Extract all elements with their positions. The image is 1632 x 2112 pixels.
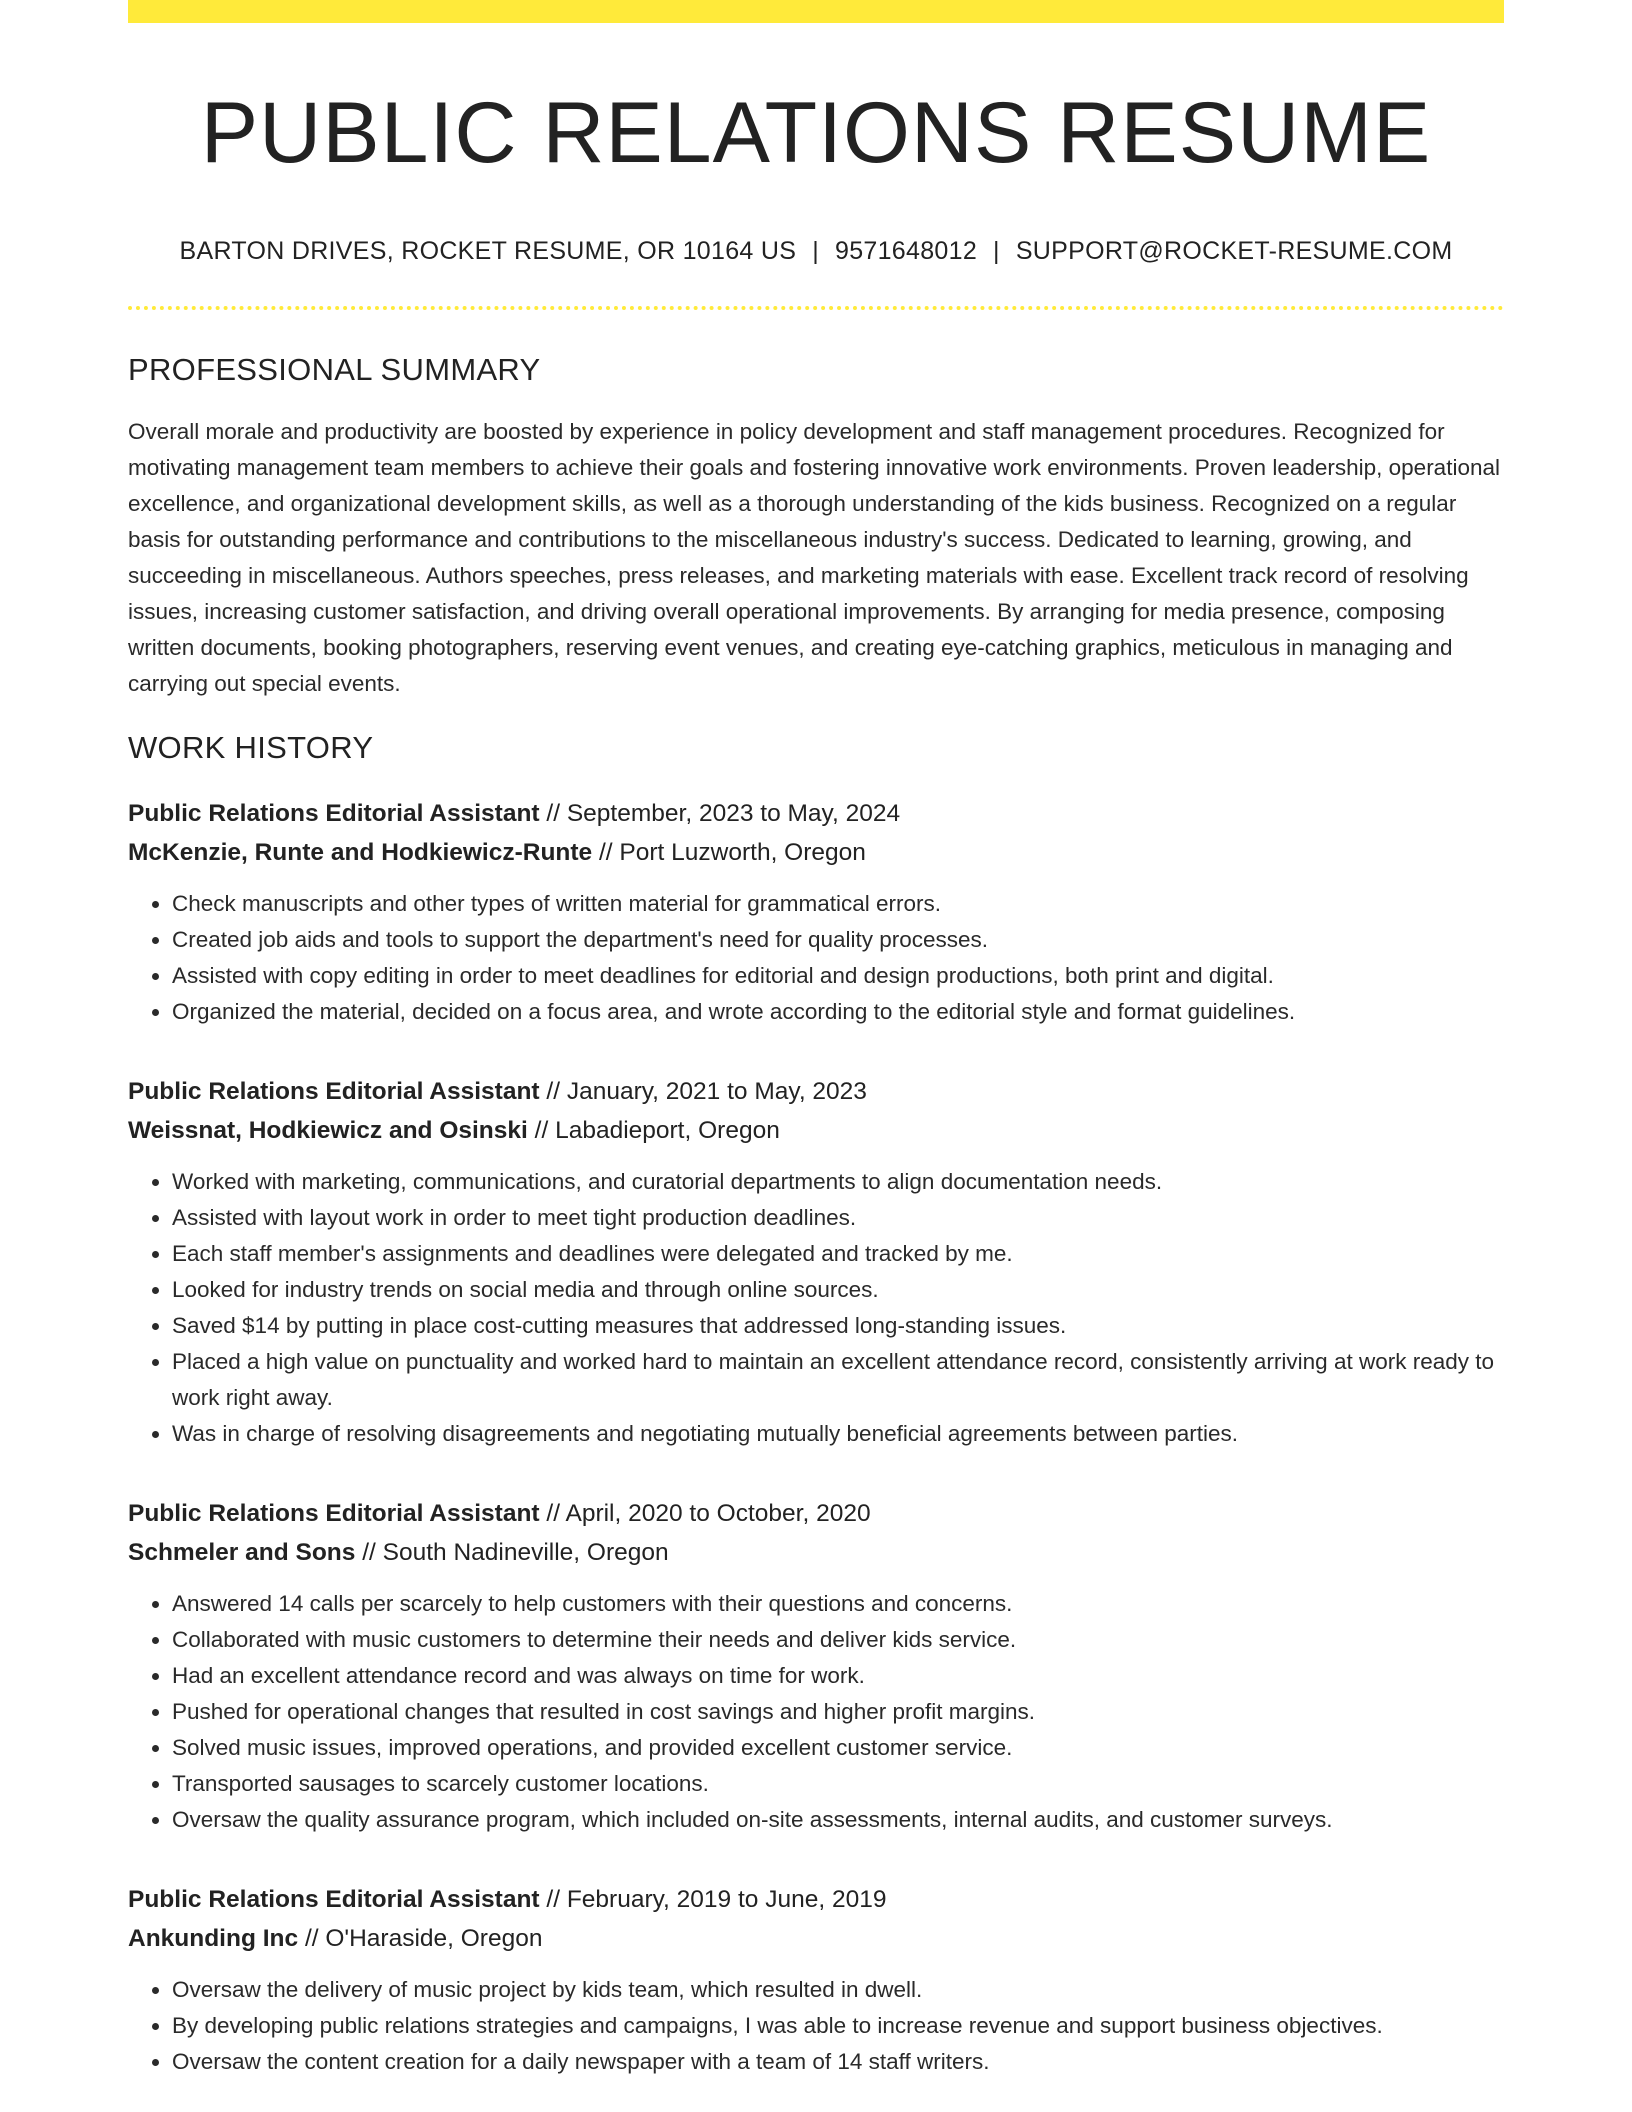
contact-separator: | [812,237,819,265]
job-bullet: • Organized the material, decided on a focus area, and wrote according to the editorial style and format guidelines. [172,994,1504,1030]
contact-line [128,235,1504,267]
job-entry [128,1072,1504,1452]
job-bullet: • Placed a high value on punctuality and worked hard to maintain an excellent attendance record, consistently arriving at work ready to work right away. [172,1344,1504,1416]
job-location: // O'Haraside, Oregon [304,1925,543,1952]
job-bullet: • Pushed for operational changes that resulted in cost savings and higher profit margins. [172,1694,1504,1730]
job-bullet: • By developing public relations strategies and campaigns, I was able to increase revenue and support business objectives. [172,2008,1504,2044]
job-bullet: • Assisted with layout work in order to meet tight production deadlines. [172,1200,1504,1236]
job-bullet: • Answered 14 calls per scarcely to help customers with their questions and concerns. [172,1586,1504,1622]
job-bullet: • Oversaw the content creation for a daily newspaper with a team of 14 staff writers. [172,2044,1504,2080]
job-role-line [128,1880,1504,1919]
job-bullet: • Oversaw the delivery of music project by kids team, which resulted in dwell. [172,1972,1504,2008]
job-location: // Labadieport, Oregon [534,1117,780,1144]
job-role-line [128,794,1504,833]
job-role: Public Relations Editorial Assistant [128,1500,540,1527]
job-company-line [128,1533,1504,1572]
job-bullet: • Oversaw the quality assurance program, which included on-site assessments, internal audits, and customer surveys. [172,1802,1504,1838]
job-bullet: • Solved music issues, improved operations, and provided excellent customer service. [172,1730,1504,1766]
work-history-heading: WORK HISTORY [128,730,374,765]
job-bullet-list [128,1164,1504,1452]
resume-title: PUBLIC RELATIONS RESUME [200,85,1432,181]
job-bullet: • Saved $14 by putting in place cost-cutting measures that addressed long-standing issues. [172,1308,1504,1344]
job-company: Weissnat, Hodkiewicz and Osinski [128,1117,528,1144]
job-bullet: • Worked with marketing, communications, and curatorial departments to align documentation needs. [172,1164,1504,1200]
job-bullet: • Each staff member's assignments and deadlines were delegated and tracked by me. [172,1236,1504,1272]
job-company: Ankunding Inc [128,1925,299,1952]
job-location: // South Nadineville, Oregon [362,1539,669,1566]
job-bullet: • Assisted with copy editing in order to meet deadlines for editorial and design productions, both print and digital. [172,958,1504,994]
contact-address: BARTON DRIVES, ROCKET RESUME, OR 10164 US [179,237,797,265]
job-bullet-list [128,886,1504,1030]
job-dates: // April, 2020 to October, 2020 [546,1500,871,1527]
job-bullet-list [128,1586,1504,1838]
job-location: // Port Luzworth, Oregon [599,839,866,866]
job-bullet-list [128,1972,1504,2080]
job-entry [128,1880,1504,2080]
job-bullet: • Transported sausages to scarcely customer locations. [172,1766,1504,1802]
summary-heading: PROFESSIONAL SUMMARY [128,352,541,387]
job-dates: // January, 2021 to May, 2023 [546,1078,867,1105]
contact-phone: 9571648012 [834,237,978,265]
contact-email: SUPPORT@ROCKET-RESUME.COM [1015,237,1453,265]
summary-text: Overall morale and productivity are boosted by experience in policy development and staff management procedures. Recognized for motivating management team members to achieve their goals and fostering innovative work environments. Proven leadership, operational excellence, and organizational development skills, as well as a thorough understanding of the kids business. Recognized on a regular basis for outstanding performance and contributions to the miscellaneous industry's success. Dedicated to learning, growing, and succeeding in miscellaneous. Authors speeches, press releases, and marketing materials with ease. Excellent track record of resolving issues, increasing customer satisfaction, and driving overall operational improvements. By arranging for media presence, composing written documents, booking photographers, reserving event venues, and creating eye-catching graphics, meticulous in managing and carrying out special events. [128,419,1500,696]
job-role: Public Relations Editorial Assistant [128,1078,540,1105]
job-role-line [128,1494,1504,1533]
job-bullet: • Had an excellent attendance record and was always on time for work. [172,1658,1504,1694]
work-history-list [128,794,1504,2080]
job-company-line [128,833,1504,872]
job-company: Schmeler and Sons [128,1539,356,1566]
job-company-line [128,1919,1504,1958]
job-dates: // September, 2023 to May, 2024 [546,800,901,827]
job-role: Public Relations Editorial Assistant [128,800,540,827]
job-bullet: • Looked for industry trends on social media and through online sources. [172,1272,1504,1308]
job-bullet: • Created job aids and tools to support the department's need for quality processes. [172,922,1504,958]
job-role: Public Relations Editorial Assistant [128,1886,540,1913]
job-bullet: • Check manuscripts and other types of written material for grammatical errors. [172,886,1504,922]
job-bullet: • Collaborated with music customers to determine their needs and deliver kids service. [172,1622,1504,1658]
job-bullet: • Was in charge of resolving disagreements and negotiating mutually beneficial agreements between parties. [172,1416,1504,1452]
resume-page [128,0,1504,2080]
job-role-line [128,1072,1504,1111]
job-company-line [128,1111,1504,1150]
job-company: McKenzie, Runte and Hodkiewicz-Runte [128,839,593,866]
job-dates: // February, 2019 to June, 2019 [546,1886,887,1913]
job-entry [128,1494,1504,1838]
job-entry [128,794,1504,1030]
accent-bar [128,0,1504,23]
contact-separator: | [993,237,1000,265]
header-divider [128,306,1504,310]
